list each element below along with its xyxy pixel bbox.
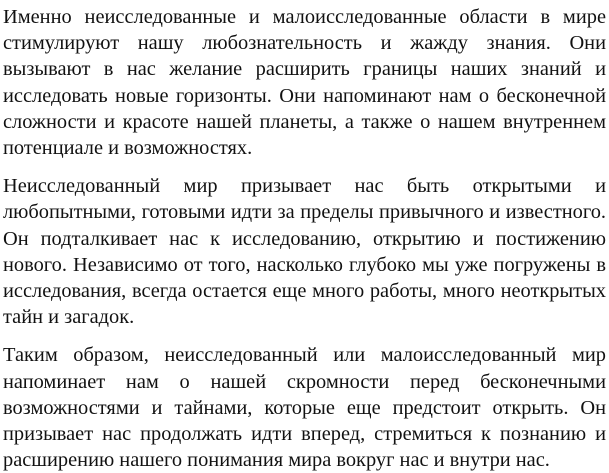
document-page	[3, 4, 606, 473]
paragraph-1: Именно неисследованные и малоисследованные области в мире стимулируют нашу любознательность и жажду знания. Они вызывают в нас желание расширить границы наших знаний и исследовать новые горизонты. Они напоминают нам о бесконечной сложности и красоте нашей планеты, а также о нашем внутреннем потенциале и возможностях.	[3, 6, 606, 160]
paragraph-3: Таким образом, неисследованный или малоисследованный мир напоминает нам о нашей скромности перед бесконечными возможностями и тайнами, которые еще предстоит открыть. Он призывает нас продолжать идти вперед, стремиться к познанию и расширению нашего понимания мира вокруг нас и внутри нас.	[3, 344, 606, 472]
paragraph-2: Неисследованный мир призывает нас быть открытыми и любопытными, готовыми идти за пределы привычного и известного. Он подталкивает нас к исследованию, открытию и постижению нового. Независимо от того, насколько глубоко мы уже погружены в исследования, всегда остается еще много работы, много неоткрытых тайн и загадок.	[3, 175, 606, 329]
